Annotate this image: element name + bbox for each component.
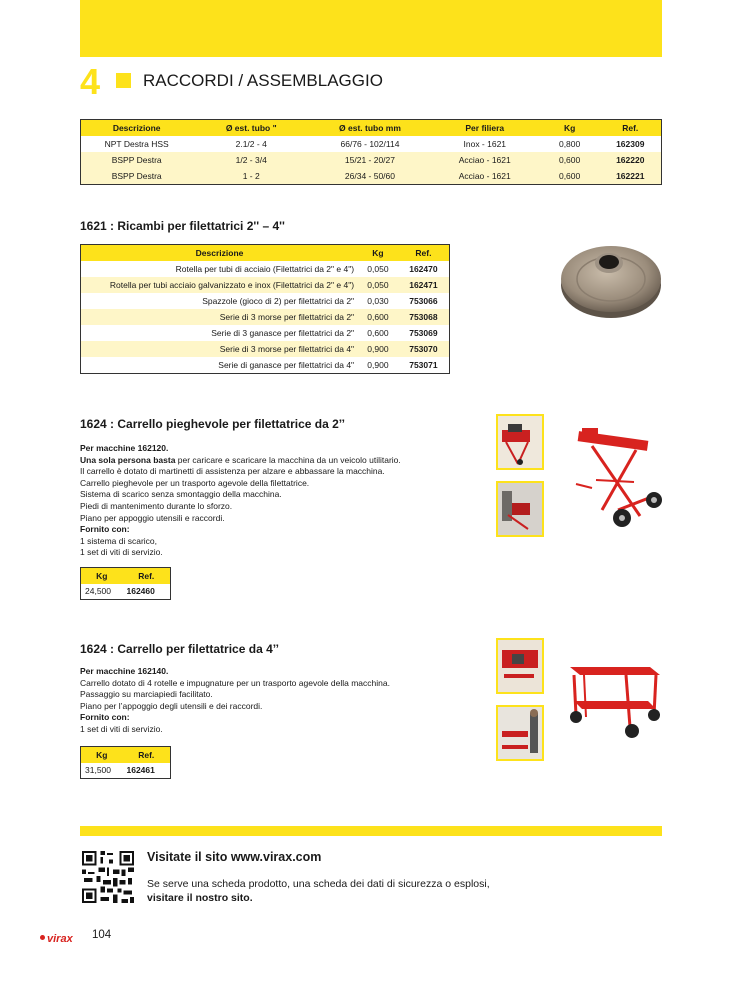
cell: 24,500 <box>85 586 111 597</box>
table-row <box>81 261 450 277</box>
page-number: 104 <box>92 929 112 941</box>
column-header: Kg <box>540 120 600 137</box>
ref-cell: 162221 <box>600 168 662 185</box>
column-header: Kg <box>81 568 123 584</box>
description-line: Piedi di mantenimento durante lo sforzo. <box>80 500 233 511</box>
cell: 0,030 <box>367 296 389 306</box>
wheeled-cart-photo-2 <box>496 705 544 761</box>
table-row <box>81 277 450 293</box>
machines-text: Per macchine 162120. <box>80 443 169 453</box>
ref-cell: 162471 <box>398 277 450 293</box>
cell: Serie di ganasce per filettatrici da 4" <box>218 360 355 370</box>
cell: Serie di 3 morse per filettatrici da 4" <box>81 341 359 357</box>
cell: 0,050 <box>367 264 389 274</box>
ref-cell: 753070 <box>398 341 450 357</box>
ref-cell: 162470 <box>409 264 438 274</box>
table-row <box>81 136 662 152</box>
machines-text: Per macchine 162140. <box>80 666 169 676</box>
column-header: Ø est. tubo " <box>192 120 310 137</box>
ref-cell: 162309 <box>616 139 645 149</box>
cell: 0,600 <box>540 168 600 185</box>
ref-cell: 162461 <box>126 765 155 776</box>
visit-site-title: Visitate il sito www.virax.com <box>147 850 322 864</box>
description-line: Il carrello è dotato di martinetti di assistenza per alzare e abbassare la macchina. <box>80 466 385 477</box>
cell: 66/76 - 102/114 <box>340 139 400 149</box>
column-header: Per filiera <box>430 120 540 137</box>
section-1624a-description <box>80 443 480 559</box>
section-1621-title: 1621 : Ricambi per filettatrici 2'' – 4'' <box>80 219 285 233</box>
column-header: Ref. <box>123 568 171 584</box>
cell: 0,900 <box>358 341 398 357</box>
table-row <box>81 357 450 374</box>
table-row <box>81 341 450 357</box>
section-1624a-title: 1624 : Carrello pieghevole per filettatrice da 2’’ <box>80 417 345 431</box>
chapter-title: RACCORDI / ASSEMBLAGGIO <box>143 71 383 90</box>
description-line: Piano per l’appoggio degli utensili e dei raccordi. <box>80 700 263 711</box>
table-row <box>81 309 450 325</box>
cell: Serie di 3 morse per filettatrici da 2" <box>81 309 359 325</box>
visit-site-link-text[interactable]: visitare il nostro sito. <box>147 892 253 904</box>
cell: 1/2 - 3/4 <box>192 152 310 168</box>
table-row <box>81 584 171 600</box>
table-row <box>81 293 450 309</box>
column-header: Descrizione <box>81 120 193 137</box>
description-line: Piano per appoggio utensili e raccordi. <box>80 512 225 523</box>
cell: 0,800 <box>558 139 581 149</box>
visit-site-text: Se serve una scheda prodotto, una scheda dei dati di sicurezza o esplosi, <box>147 878 490 890</box>
spare-parts-table <box>80 244 450 374</box>
supplied-item: 1 set di viti di servizio. <box>80 723 163 734</box>
cell: 15/21 - 20/27 <box>310 152 430 168</box>
cell: 0,050 <box>358 277 398 293</box>
table-row <box>81 763 171 779</box>
description-line: Carrello dotato di 4 rotelle e impugnature per un trasporto agevole della macchina. <box>80 677 390 688</box>
description-line: Sistema di scarico senza smontaggio della macchina. <box>80 489 282 500</box>
column-header: Ref. <box>123 747 171 763</box>
cutter-wheel-image <box>557 237 665 321</box>
column-header: Ø est. tubo mm <box>310 120 430 137</box>
cell: 0,900 <box>367 360 389 370</box>
folding-cart-photo-2 <box>496 481 544 537</box>
cell: 2.1/2 - 4 <box>235 139 267 149</box>
cell: Rotella per tubi acciaio galvanizzato e inox (Filettatrici da 2" e 4") <box>81 277 359 293</box>
ref-cell: 753069 <box>409 328 438 338</box>
cell: 31,500 <box>85 765 111 776</box>
cell: BSPP Destra <box>81 152 193 168</box>
cell: Rotella per tubi di acciaio (Filettatrici da 2" e 4") <box>175 264 355 274</box>
folding-cart-image <box>556 420 664 532</box>
cell: NPT Destra HSS <box>104 139 169 149</box>
cell: 1 - 2 <box>192 168 310 185</box>
lead-bold-text: Una sola persona basta <box>80 454 176 465</box>
table-header-row <box>81 245 450 262</box>
kg-ref-table-162461 <box>80 746 171 779</box>
ref-cell: 753066 <box>409 296 438 306</box>
table-row <box>81 168 662 185</box>
cell: Spazzole (gioco di 2) per filettatrici da 2" <box>202 296 355 306</box>
supplied-item: 1 sistema di scarico, <box>80 535 157 546</box>
supplied-label: Fornito con: <box>80 524 130 535</box>
folding-cart-photo-1 <box>496 414 544 470</box>
logo-text: virax <box>47 933 73 945</box>
bottom-yellow-band <box>80 826 662 836</box>
supplied-label: Fornito con: <box>80 712 130 723</box>
column-header: Ref. <box>398 245 450 262</box>
column-header: Ref. <box>600 120 662 137</box>
description-line: Carrello pieghevole per un trasporto agevole della filettatrice. <box>80 477 310 488</box>
cell: Acciao - 1621 <box>430 168 540 185</box>
description-line: Passaggio su marciapiedi facilitato. <box>80 689 213 700</box>
ref-cell: 162460 <box>126 586 155 597</box>
cell: 26/34 - 50/60 <box>310 168 430 185</box>
column-header: Descrizione <box>81 245 359 262</box>
cell: 0,600 <box>358 309 398 325</box>
cell: 0,600 <box>367 328 389 338</box>
table-header-row <box>81 120 662 137</box>
cell: BSPP Destra <box>81 168 193 185</box>
table-row <box>81 325 450 341</box>
lead-rest-text: per caricare e scaricare la macchina da un veicolo utilitario. <box>175 454 401 465</box>
dies-table <box>80 119 662 185</box>
chapter-number: 4 <box>80 61 101 102</box>
logo-dot-icon <box>40 935 45 940</box>
wheeled-cart-photo-1 <box>496 638 544 694</box>
kg-ref-table-162460 <box>80 567 171 600</box>
column-header: Kg <box>358 245 398 262</box>
ref-cell: 753071 <box>409 360 438 370</box>
ref-cell: 162220 <box>600 152 662 168</box>
ref-cell: 753068 <box>398 309 450 325</box>
section-1624b-title: 1624 : Carrello per filettatrice da 4’’ <box>80 642 279 656</box>
table-row <box>81 152 662 168</box>
virax-logo <box>40 929 73 947</box>
cell: 0,600 <box>540 152 600 168</box>
cell: Serie di 3 ganasce per filettatrici da 2" <box>211 328 355 338</box>
chapter-square-icon <box>116 73 131 88</box>
cell: Acciao - 1621 <box>430 152 540 168</box>
supplied-item: 1 set di viti di servizio. <box>80 547 163 558</box>
top-yellow-band <box>80 0 662 57</box>
section-1624b-description <box>80 666 480 736</box>
qr-code-icon <box>82 851 134 903</box>
wheeled-cart-image <box>560 655 664 743</box>
column-header: Kg <box>81 747 123 763</box>
cell: Inox - 1621 <box>463 139 507 149</box>
